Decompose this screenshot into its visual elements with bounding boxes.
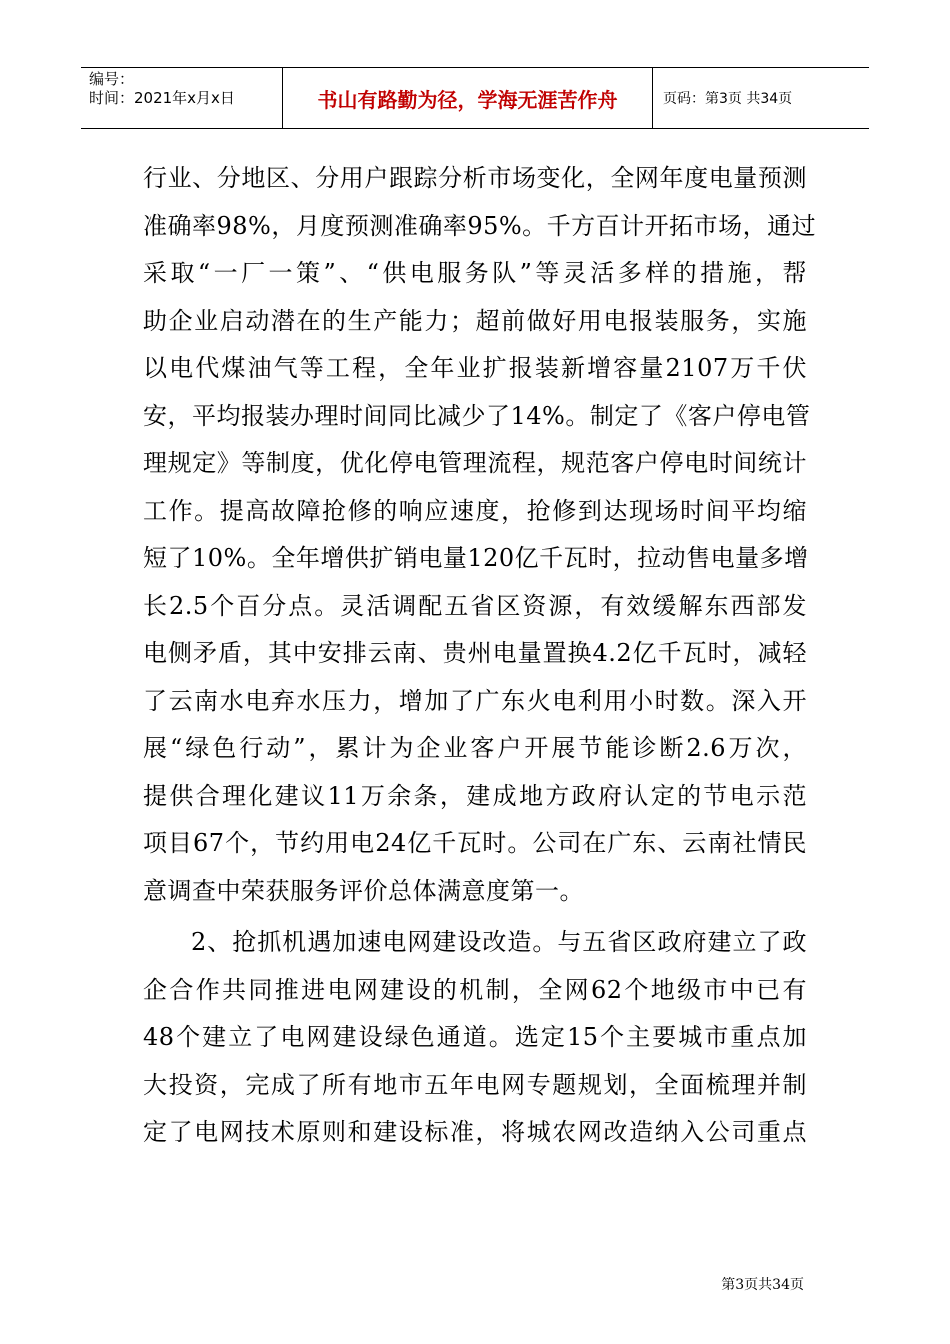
paragraph-2-line: 2、抢抓机遇加速电网建设改造。与五省区政府建立了政 [191, 928, 807, 956]
document-number-label: 编号： [89, 70, 135, 88]
paragraph-1-line: 短了10%。全年增供扩销电量120亿千瓦时，拉动售电量多增 [143, 544, 809, 572]
paragraph-2-line: 定了电网技术原则和建设标准，将城农网改造纳入公司重点 [143, 1118, 807, 1146]
paragraph-1-line: 以电代煤油气等工程，全年业扩报装新增容量2107万千伏 [143, 354, 807, 382]
paragraph-1-line: 行业、分地区、分用户跟踪分析市场变化，全网年度电量预测 [143, 164, 807, 192]
paragraph-1-line: 了云南水电弃水压力，增加了广东火电利用小时数。深入开 [143, 686, 807, 715]
paragraph-1-line: 长2.5个百分点。灵活调配五省区资源，有效缓解东西部发 [143, 591, 807, 620]
paragraph-1-line: 展“绿色行动”，累计为企业客户开展节能诊断2.6万次， [143, 734, 807, 762]
page-header [81, 67, 869, 129]
header-meta [81, 68, 283, 128]
header-motto: 书山有路勤为径，学海无涯苦作舟 [283, 68, 653, 128]
paragraph-2-line: 48个建立了电网建设绿色通道。选定15个主要城市重点加 [143, 1023, 807, 1051]
paragraph-1-line: 工作。提高故障抢修的响应速度，抢修到达现场时间平均缩 [143, 496, 807, 525]
paragraph-1-line: 理规定》等制度，优化停电管理流程，规范客户停电时间统计 [143, 449, 807, 477]
document-date-label: 时间：2021年x月x日 [89, 89, 235, 107]
paragraph-1-line: 采取“一厂一策”、“供电服务队”等灵活多样的措施，帮 [143, 259, 807, 287]
page-footer-number: 第3页共34页 [721, 1277, 804, 1293]
paragraph-1-line: 意调查中荣获服务评价总体满意度第一。 [143, 876, 584, 905]
document-body [143, 155, 817, 1157]
paragraph-1-line: 准确率98%，月度预测准确率95%。千方百计开拓市场，通过 [143, 211, 817, 240]
paragraph-1-line: 助企业启动潜在的生产能力；超前做好用电报装服务，实施 [143, 306, 807, 335]
paragraph-1-line: 提供合理化建议11万余条，建成地方政府认定的节电示范 [143, 781, 807, 810]
paragraph-1-line: 电侧矛盾，其中安排云南、贵州电量置换4.2亿千瓦时，减轻 [143, 639, 807, 667]
paragraph-1-line: 项目67个，节约用电24亿千瓦时。公司在广东、云南社情民 [143, 829, 807, 857]
paragraph-2-line: 大投资，完成了所有地市五年电网专题规划，全面梳理并制 [143, 1070, 807, 1099]
paragraph-2-line: 企合作共同推进电网建设的机制，全网62个地级市中已有 [143, 975, 807, 1004]
paragraph-1-line: 安，平均报装办理时间同比减少了14%。制定了《客户停电管 [143, 401, 811, 430]
header-page-label: 页码：第3页 共34页 [663, 91, 793, 107]
